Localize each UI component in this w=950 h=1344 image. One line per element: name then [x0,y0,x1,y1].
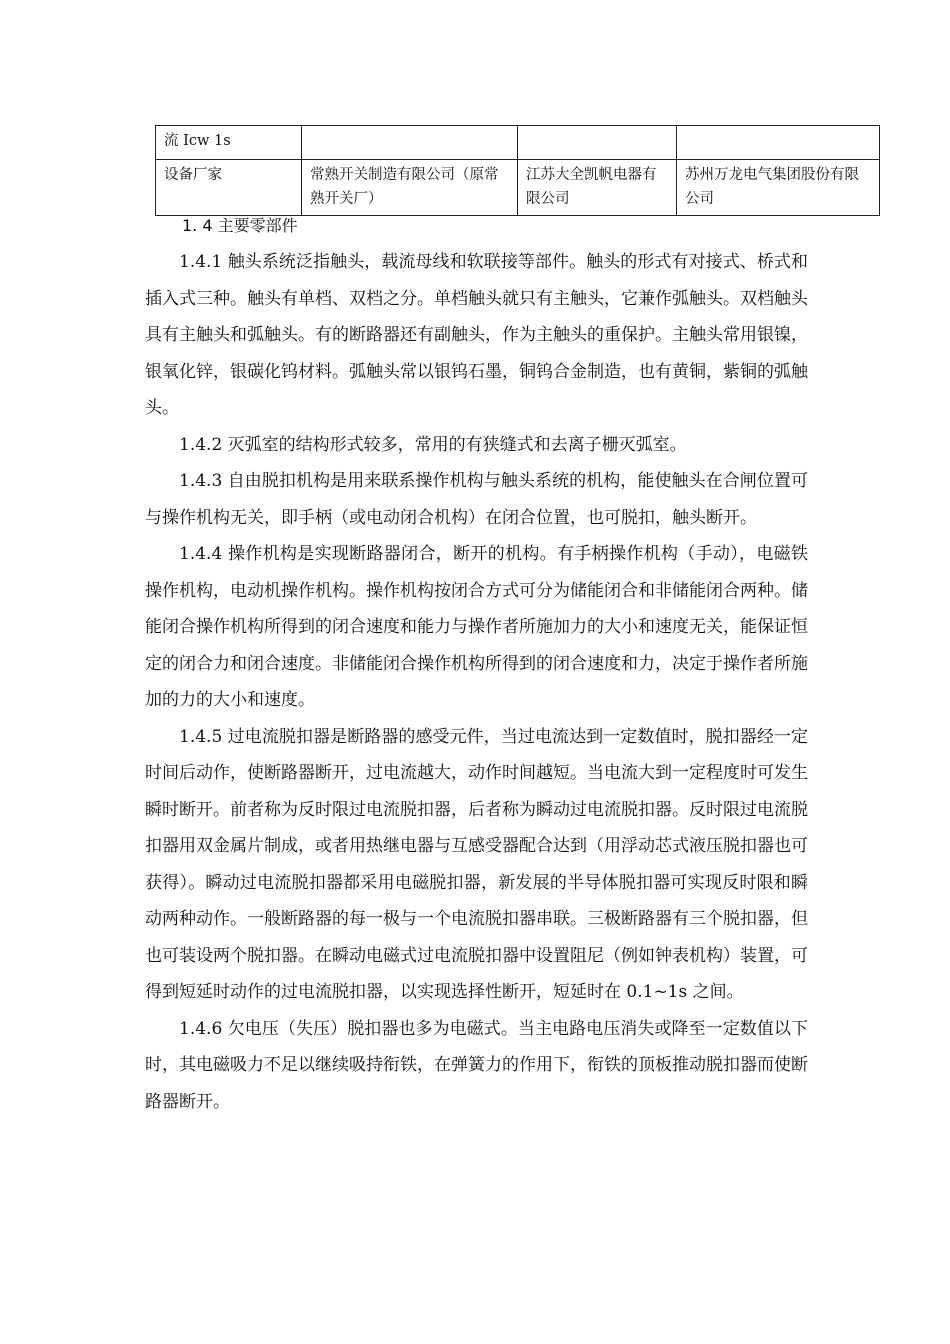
table-cell: 设备厂家 [156,160,302,216]
spec-table [155,125,880,216]
table-row [156,126,880,160]
section-body [145,244,808,1120]
paragraph: 1.4.6 欠电压（失压）脱扣器也多为电磁式。当主电路电压消失或降至一定数值以下时，其电磁吸力不足以继续吸持衔铁，在弹簧力的作用下，衔铁的顶板推动脱扣器而使断路器断开。 [145,1018,808,1112]
table-cell: 苏州万龙电气集团股份有限公司 [677,160,880,216]
section-heading: 1. 4 主要零部件 [182,216,298,235]
paragraph: 1.4.2 灭弧室的结构形式较多，常用的有狭缝式和去离子栅灭弧室。 [179,434,687,455]
paragraph: 1.4.3 自由脱扣机构是用来联系操作机构与触头系统的机构，能使触头在合闸位置可与操作机构无关，即手柄（或电动闭合机构）在闭合位置，也可脱扣，触头断开。 [145,471,808,528]
paragraph: 1.4.1 触头系统泛指触头，载流母线和软联接等部件。触头的形式有对接式、桥式和插入式三种。触头有单档、双档之分。单档触头就只有主触头，它兼作弧触头。双档触头具有主触头和弧触头。有的断路器还有副触头，作为主触头的重保护。主触头常用银镍，银氧化锌，银碳化钨材料。弧触头常以银钨石墨，铜钨合金制造，也有黄铜，紫铜的弧触头。 [145,252,808,418]
table-row [156,160,880,216]
table-cell [677,126,880,160]
table-cell: 常熟开关制造有限公司（原常熟开关厂） [302,160,518,216]
table-cell: 流 Icw 1s [156,126,302,160]
paragraph: 1.4.4 操作机构是实现断路器闭合，断开的机构。有手柄操作机构（手动），电磁铁操作机构，电动机操作机构。操作机构按闭合方式可分为储能闭合和非储能闭合两种。储能闭合操作机构所得到的闭合速度和能力与操作者所施加力的大小和速度无关，能保证恒定的闭合力和闭合速度。非储能闭合操作机构所得到的闭合速度和力，决定于操作者所施加的力的大小和速度。 [145,544,808,710]
table-cell [518,126,677,160]
table-cell: 江苏大全凯帆电器有限公司 [518,160,677,216]
paragraph: 1.4.5 过电流脱扣器是断路器的感受元件，当过电流达到一定数值时，脱扣器经一定时间后动作，使断路器断开，过电流越大，动作时间越短。当电流大到一定程度时可发生瞬时断开。前者称为反时限过电流脱扣器，后者称为瞬动过电流脱扣器。反时限过电流脱扣器用双金属片制成，或者用热继电器与互感受器配合达到（用浮动芯式液压脱扣器也可获得）。瞬动过电流脱扣器都采用电磁脱扣器，新发展的半导体脱扣器可实现反时限和瞬动两种动作。一般断路器的每一极与一个电流脱扣器串联。三极断路器有三个脱扣器，但也可装设两个脱扣器。在瞬动电磁式过电流脱扣器中设置阻尼（例如钟表机构）装置，可得到短延时动作的过电流脱扣器，以实现选择性断开，短延时在 0.1~1s 之间。 [145,726,808,1002]
table-cell [302,126,518,160]
